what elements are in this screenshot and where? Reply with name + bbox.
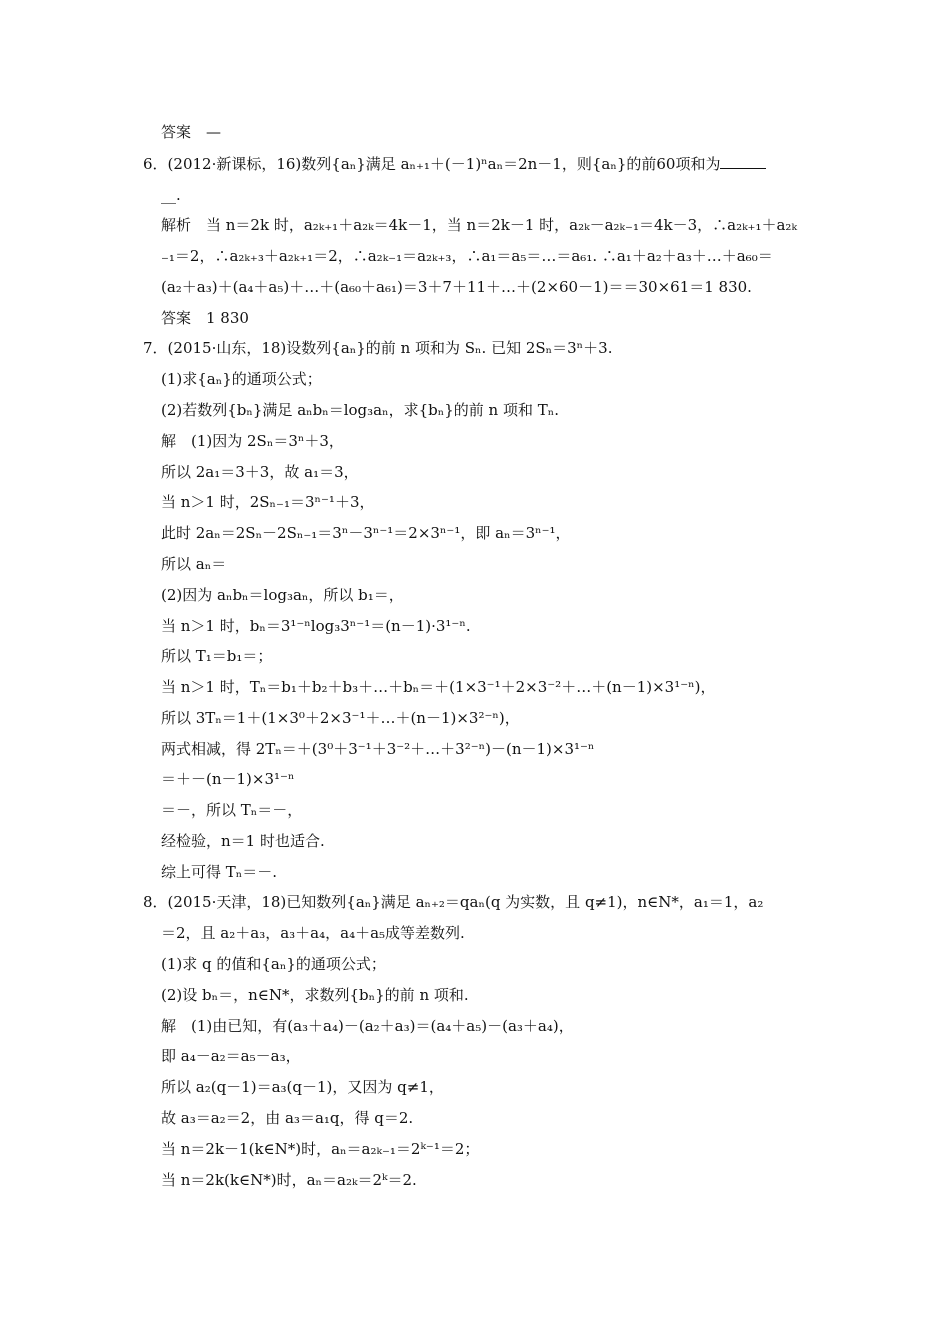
problem-6-line-1: 6．(2012·新课标，16)数列{aₙ}满足 aₙ₊₁＋(－1)ⁿaₙ＝2n－1，则{aₙ}的前60项和为	[143, 153, 766, 175]
solution-line: 所以 2a₁＝3＋3，故 a₁＝3，	[161, 463, 359, 481]
problem-8-line-2: ＝2，且 a₂＋a₃，a₃＋a₄，a₄＋a₅成等差数列.	[161, 924, 465, 942]
problem-6-line-2: __.	[161, 186, 181, 204]
solution-line: 综上可得 Tₙ＝－.	[161, 863, 278, 881]
solution-line: ＝－，所以 Tₙ＝－，	[161, 801, 303, 819]
problem-7-line: 7．(2015·山东，18)设数列{aₙ}的前 n 项和为 Sₙ. 已知 2Sₙ＝3ⁿ＋3.	[143, 339, 613, 357]
solution-line: 所以 aₙ＝	[161, 555, 227, 573]
problem-8-part-1: (1)求 q 的值和{aₙ}的通项公式；	[161, 955, 386, 973]
solution-line: 所以 a₂(q－1)＝a₃(q－1)，又因为 q≠1，	[161, 1078, 444, 1096]
solution-line: 两式相减，得 2Tₙ＝＋(3⁰＋3⁻¹＋3⁻²＋…＋3²⁻ⁿ)－(n－1)×3¹⁻ⁿ	[161, 740, 595, 758]
solution-line: 经检验，n＝1 时也适合.	[161, 832, 325, 850]
answer-line: 答案 1 830	[161, 309, 249, 327]
solution-line: 即 a₄－a₂＝a₅－a₃，	[161, 1047, 301, 1065]
problem-7-part-2: (2)若数列{bₙ}满足 aₙbₙ＝log₃aₙ，求{bₙ}的前 n 项和 Tₙ.	[161, 401, 559, 419]
solution-line: 故 a₃＝a₂＝2，由 a₃＝a₁q，得 q＝2.	[161, 1109, 414, 1127]
solution-line: 当 n＝2k－1(k∈N*)时，aₙ＝a₂ₖ₋₁＝2ᵏ⁻¹＝2；	[161, 1140, 480, 1158]
solution-line: 当 n＞1 时，2Sₙ₋₁＝3ⁿ⁻¹＋3，	[161, 493, 375, 511]
analysis-line-3: (a₂＋a₃)＋(a₄＋a₅)＋…＋(a₆₀＋a₆₁)＝3＋7＋11＋…＋(2×60－1)＝＝30×61＝1 830.	[161, 278, 752, 296]
solution-line: 当 n＞1 时，Tₙ＝b₁＋b₂＋b₃＋…＋bₙ＝＋(1×3⁻¹＋2×3⁻²＋…＋(n－1)×3¹⁻ⁿ)，	[161, 678, 716, 696]
solution-line: 所以 T₁＝b₁＝；	[161, 647, 273, 665]
solution-line: 解 (1)因为 2Sₙ＝3ⁿ＋3，	[161, 432, 344, 450]
solution-line: (2)因为 aₙbₙ＝log₃aₙ，所以 b₁＝，	[161, 586, 404, 604]
solution-line: 解 (1)由已知，有(a₃＋a₄)－(a₂＋a₃)＝(a₄＋a₅)－(a₃＋a₄)，	[161, 1017, 574, 1035]
problem-8-line-1: 8．(2015·天津，18)已知数列{aₙ}满足 aₙ₊₂＝qaₙ(q 为实数，且 q≠1)，n∈N*，a₁＝1，a₂	[143, 893, 764, 911]
answer-blank	[720, 154, 766, 169]
analysis-line-2: ₋₁＝2，∴a₂ₖ₊₃＋a₂ₖ₊₁＝2，∴a₂ₖ₋₁＝a₂ₖ₊₃，∴a₁＝a₅＝…＝a₆₁. ∴a₁＋a₂＋a₃＋…＋a₆₀＝	[161, 247, 773, 265]
solution-line: 当 n＝2k(k∈N*)时，aₙ＝a₂ₖ＝2ᵏ＝2.	[161, 1171, 417, 1189]
solution-line: ＝＋－(n－1)×3¹⁻ⁿ	[161, 770, 295, 788]
analysis-line-1: 解析 当 n＝2k 时，a₂ₖ₊₁＋a₂ₖ＝4k－1，当 n＝2k－1 时，a₂ₖ－a₂ₖ₋₁＝4k－3，∴a₂ₖ₊₁＋a₂ₖ	[161, 216, 797, 234]
problem-7-part-1: (1)求{aₙ}的通项公式；	[161, 370, 322, 388]
solution-line: 所以 3Tₙ＝1＋(1×3⁰＋2×3⁻¹＋…＋(n－1)×3²⁻ⁿ)，	[161, 709, 520, 727]
solution-line: 此时 2aₙ＝2Sₙ－2Sₙ₋₁＝3ⁿ－3ⁿ⁻¹＝2×3ⁿ⁻¹，即 aₙ＝3ⁿ⁻¹，	[161, 524, 571, 542]
answer-line: 答案 —	[161, 123, 222, 141]
problem-8-part-2: (2)设 bₙ＝，n∈N*，求数列{bₙ}的前 n 项和.	[161, 986, 469, 1004]
solution-line: 当 n＞1 时，bₙ＝3¹⁻ⁿlog₃3ⁿ⁻¹＝(n－1)·3¹⁻ⁿ.	[161, 617, 471, 635]
